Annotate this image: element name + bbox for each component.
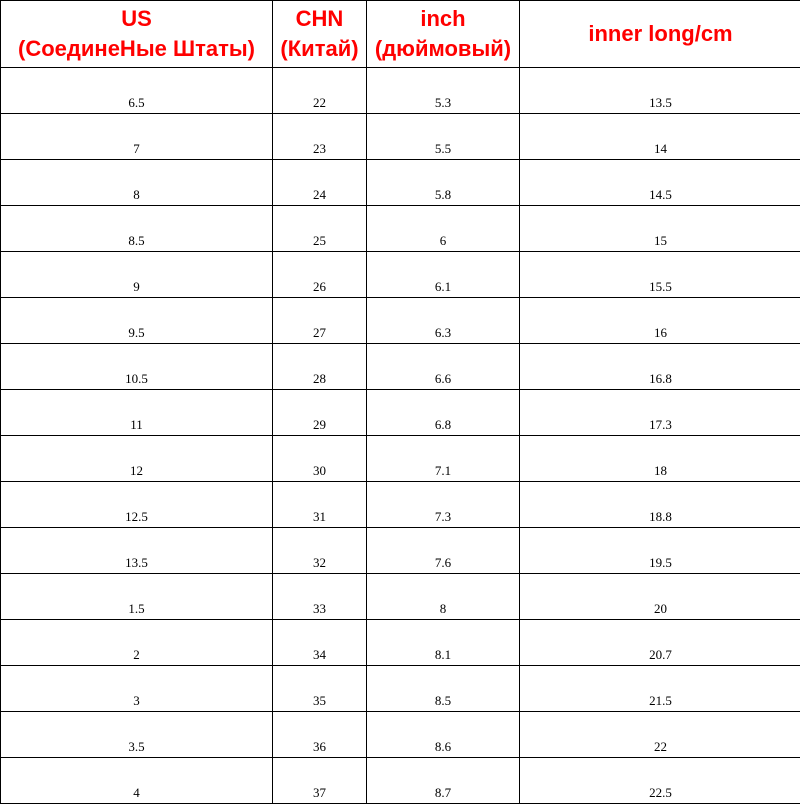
us-size-cell bbox=[1, 298, 273, 344]
chn-size-value: 34 bbox=[273, 647, 366, 665]
us-size-value: 8 bbox=[1, 187, 272, 205]
size-chart-header bbox=[1, 1, 800, 68]
inch-size-cell bbox=[367, 344, 520, 390]
chn-size-cell bbox=[273, 482, 367, 528]
inch-size-cell bbox=[367, 206, 520, 252]
inch-size-value: 8.1 bbox=[367, 647, 519, 665]
us-size-value: 1.5 bbox=[1, 601, 272, 619]
inch-size-value: 8.6 bbox=[367, 739, 519, 757]
chn-size-cell bbox=[273, 252, 367, 298]
inch-size-value: 6.1 bbox=[367, 279, 519, 297]
chn-size-value: 28 bbox=[273, 371, 366, 389]
chn-size-cell bbox=[273, 712, 367, 758]
us-size-value: 12.5 bbox=[1, 509, 272, 527]
table-row bbox=[1, 114, 800, 160]
chn-size-value: 29 bbox=[273, 417, 366, 435]
us-size-value: 6.5 bbox=[1, 95, 272, 113]
us-size-cell bbox=[1, 436, 273, 482]
table-row bbox=[1, 206, 800, 252]
us-size-value: 3 bbox=[1, 693, 272, 711]
inch-size-value: 8.7 bbox=[367, 785, 519, 803]
us-size-value: 3.5 bbox=[1, 739, 272, 757]
inch-size-cell bbox=[367, 68, 520, 114]
header-us-title: US bbox=[1, 4, 272, 34]
header-chn-subtitle: (Китай) bbox=[273, 34, 366, 64]
us-size-value: 2 bbox=[1, 647, 272, 665]
inch-size-cell bbox=[367, 758, 520, 804]
chn-size-value: 23 bbox=[273, 141, 366, 159]
inch-size-cell bbox=[367, 252, 520, 298]
header-inner-length-title: inner long/cm bbox=[520, 19, 800, 49]
chn-size-value: 31 bbox=[273, 509, 366, 527]
us-size-value: 8.5 bbox=[1, 233, 272, 251]
table-row bbox=[1, 482, 800, 528]
chn-size-cell bbox=[273, 344, 367, 390]
inner-length-value: 21.5 bbox=[520, 693, 800, 711]
us-size-cell bbox=[1, 620, 273, 666]
header-inch bbox=[367, 1, 520, 68]
inch-size-value: 8 bbox=[367, 601, 519, 619]
table-row bbox=[1, 528, 800, 574]
table-row bbox=[1, 390, 800, 436]
us-size-value: 12 bbox=[1, 463, 272, 481]
chn-size-value: 30 bbox=[273, 463, 366, 481]
inner-length-value: 20.7 bbox=[520, 647, 800, 665]
inner-length-value: 16 bbox=[520, 325, 800, 343]
inch-size-cell bbox=[367, 114, 520, 160]
us-size-value: 13.5 bbox=[1, 555, 272, 573]
chn-size-cell bbox=[273, 390, 367, 436]
inner-length-cell bbox=[520, 252, 800, 298]
table-row bbox=[1, 758, 800, 804]
inch-size-value: 5.5 bbox=[367, 141, 519, 159]
chn-size-cell bbox=[273, 160, 367, 206]
chn-size-cell bbox=[273, 68, 367, 114]
chn-size-cell bbox=[273, 114, 367, 160]
chn-size-value: 26 bbox=[273, 279, 366, 297]
inch-size-cell bbox=[367, 666, 520, 712]
chn-size-value: 37 bbox=[273, 785, 366, 803]
us-size-cell bbox=[1, 528, 273, 574]
us-size-cell bbox=[1, 252, 273, 298]
size-chart-body bbox=[1, 68, 800, 804]
header-us-subtitle: (СоединеНые Штаты) bbox=[1, 34, 272, 64]
table-row bbox=[1, 344, 800, 390]
inner-length-value: 18 bbox=[520, 463, 800, 481]
inner-length-value: 15.5 bbox=[520, 279, 800, 297]
chn-size-value: 24 bbox=[273, 187, 366, 205]
chn-size-value: 25 bbox=[273, 233, 366, 251]
header-us bbox=[1, 1, 273, 68]
inch-size-value: 6.3 bbox=[367, 325, 519, 343]
inch-size-value: 5.8 bbox=[367, 187, 519, 205]
inch-size-cell bbox=[367, 620, 520, 666]
inner-length-value: 18.8 bbox=[520, 509, 800, 527]
inner-length-cell bbox=[520, 758, 800, 804]
inch-size-value: 7.6 bbox=[367, 555, 519, 573]
chn-size-cell bbox=[273, 528, 367, 574]
inch-size-cell bbox=[367, 574, 520, 620]
inner-length-value: 16.8 bbox=[520, 371, 800, 389]
inner-length-value: 19.5 bbox=[520, 555, 800, 573]
chn-size-cell bbox=[273, 620, 367, 666]
inner-length-value: 22 bbox=[520, 739, 800, 757]
us-size-value: 4 bbox=[1, 785, 272, 803]
inner-length-value: 13.5 bbox=[520, 95, 800, 113]
inch-size-cell bbox=[367, 390, 520, 436]
chn-size-value: 27 bbox=[273, 325, 366, 343]
chn-size-value: 33 bbox=[273, 601, 366, 619]
us-size-value: 9.5 bbox=[1, 325, 272, 343]
inch-size-cell bbox=[367, 712, 520, 758]
inch-size-value: 5.3 bbox=[367, 95, 519, 113]
inner-length-cell bbox=[520, 712, 800, 758]
table-row bbox=[1, 666, 800, 712]
inner-length-cell bbox=[520, 666, 800, 712]
table-row bbox=[1, 252, 800, 298]
inch-size-cell bbox=[367, 436, 520, 482]
inner-length-cell bbox=[520, 528, 800, 574]
chn-size-cell bbox=[273, 436, 367, 482]
inner-length-value: 14.5 bbox=[520, 187, 800, 205]
us-size-cell bbox=[1, 160, 273, 206]
table-row bbox=[1, 712, 800, 758]
inner-length-value: 17.3 bbox=[520, 417, 800, 435]
chn-size-cell bbox=[273, 666, 367, 712]
inner-length-cell bbox=[520, 114, 800, 160]
inner-length-cell bbox=[520, 482, 800, 528]
us-size-value: 10.5 bbox=[1, 371, 272, 389]
inner-length-cell bbox=[520, 390, 800, 436]
inch-size-value: 7.1 bbox=[367, 463, 519, 481]
inner-length-value: 14 bbox=[520, 141, 800, 159]
chn-size-cell bbox=[273, 206, 367, 252]
us-size-cell bbox=[1, 114, 273, 160]
inch-size-cell bbox=[367, 482, 520, 528]
header-chn bbox=[273, 1, 367, 68]
inch-size-value: 7.3 bbox=[367, 509, 519, 527]
us-size-cell bbox=[1, 574, 273, 620]
inch-size-value: 6 bbox=[367, 233, 519, 251]
chn-size-value: 22 bbox=[273, 95, 366, 113]
table-row bbox=[1, 160, 800, 206]
inner-length-cell bbox=[520, 68, 800, 114]
inner-length-cell bbox=[520, 436, 800, 482]
table-row bbox=[1, 620, 800, 666]
us-size-cell bbox=[1, 390, 273, 436]
header-inch-title: inch bbox=[367, 4, 519, 34]
us-size-cell bbox=[1, 206, 273, 252]
us-size-cell bbox=[1, 712, 273, 758]
chn-size-value: 32 bbox=[273, 555, 366, 573]
inch-size-value: 6.6 bbox=[367, 371, 519, 389]
table-row bbox=[1, 574, 800, 620]
chn-size-value: 35 bbox=[273, 693, 366, 711]
inner-length-cell bbox=[520, 298, 800, 344]
inch-size-cell bbox=[367, 528, 520, 574]
header-chn-title: CHN bbox=[273, 4, 366, 34]
us-size-cell bbox=[1, 666, 273, 712]
chn-size-cell bbox=[273, 758, 367, 804]
inch-size-value: 8.5 bbox=[367, 693, 519, 711]
chn-size-cell bbox=[273, 298, 367, 344]
inner-length-cell bbox=[520, 620, 800, 666]
table-row bbox=[1, 68, 800, 114]
inner-length-value: 20 bbox=[520, 601, 800, 619]
table-row bbox=[1, 298, 800, 344]
us-size-value: 7 bbox=[1, 141, 272, 159]
us-size-cell bbox=[1, 758, 273, 804]
chn-size-value: 36 bbox=[273, 739, 366, 757]
header-inner-length bbox=[520, 1, 800, 68]
inch-size-value: 6.8 bbox=[367, 417, 519, 435]
chn-size-cell bbox=[273, 574, 367, 620]
us-size-cell bbox=[1, 68, 273, 114]
inner-length-cell bbox=[520, 160, 800, 206]
header-row bbox=[1, 1, 800, 68]
inch-size-cell bbox=[367, 160, 520, 206]
us-size-cell bbox=[1, 482, 273, 528]
header-inch-subtitle: (дюймовый) bbox=[367, 34, 519, 64]
table-row bbox=[1, 436, 800, 482]
inner-length-value: 15 bbox=[520, 233, 800, 251]
inner-length-cell bbox=[520, 344, 800, 390]
inner-length-cell bbox=[520, 574, 800, 620]
us-size-cell bbox=[1, 344, 273, 390]
inner-length-cell bbox=[520, 206, 800, 252]
inch-size-cell bbox=[367, 298, 520, 344]
us-size-value: 9 bbox=[1, 279, 272, 297]
inner-length-value: 22.5 bbox=[520, 785, 800, 803]
us-size-value: 11 bbox=[1, 417, 272, 435]
